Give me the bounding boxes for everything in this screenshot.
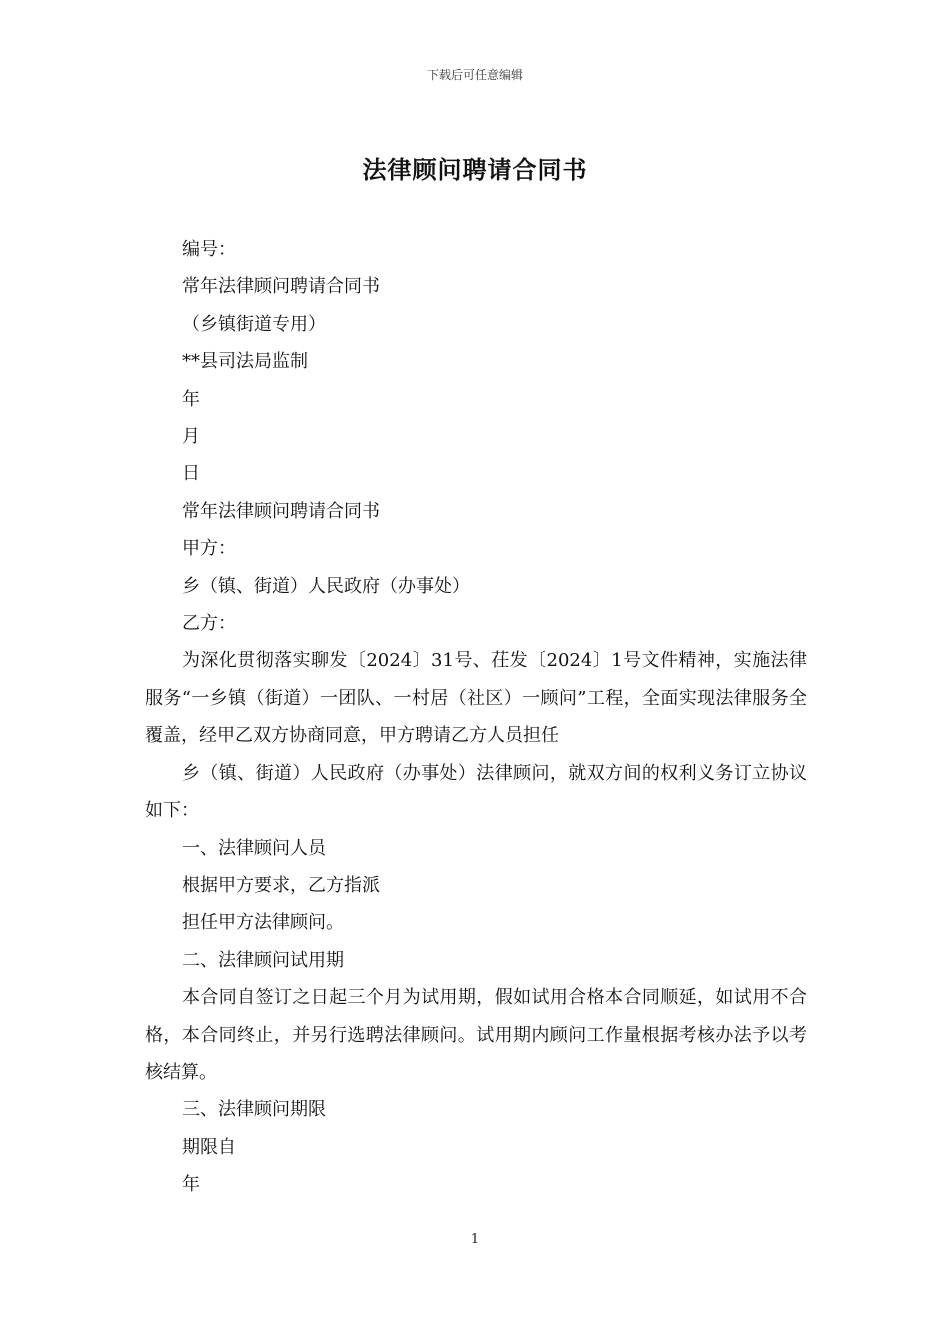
- cover-title: 常年法律顾问聘请合同书: [182, 276, 380, 298]
- date-year: 年: [182, 388, 200, 410]
- document-title: 法律顾问聘请合同书: [362, 155, 588, 184]
- section-2-heading: 二、法律顾问试用期: [182, 949, 344, 971]
- preamble-continuation: 乡（镇、街道）人民政府（办事处）法律顾问，就双方间的权利义务订立协议如下：: [145, 762, 807, 822]
- cover-issuer: **县司法局监制: [182, 351, 308, 373]
- preamble-paragraph: 为深化贯彻落实聊发〔2024〕31号、茌发〔2024〕1号文件精神，实施法律服务“一乡镇（街道）一团队、一村居（社区）一顾问”工程，全面实现法律服务全覆盖，经甲乙双方协商同意，甲方聘请乙方人员担任: [145, 650, 807, 747]
- section-3-heading: 三、法律顾问期限: [182, 1099, 326, 1121]
- section-3-line-2: 年: [182, 1174, 200, 1196]
- party-b-label: 乙方：: [182, 613, 236, 635]
- header-note: 下载后可任意编辑: [426, 68, 523, 82]
- field-number: 编号：: [182, 239, 236, 260]
- party-a-label: 甲方：: [182, 538, 236, 560]
- document-body: [145, 231, 807, 1204]
- contract-title: 常年法律顾问聘请合同书: [182, 500, 380, 522]
- cover-subtitle: （乡镇街道专用）: [182, 313, 326, 335]
- section-3-line-1: 期限自: [182, 1136, 236, 1158]
- date-month: 月: [182, 426, 200, 448]
- section-1-line-1: 根据甲方要求，乙方指派: [182, 874, 380, 896]
- section-1-heading: 一、法律顾问人员: [182, 837, 326, 859]
- section-2-paragraph: 本合同自签订之日起三个月为试用期，假如试用合格本合同顺延，如试用不合格，本合同终止，并另行选聘法律顾问。试用期内顾问工作量根据考核办法予以考核结算。: [145, 987, 807, 1083]
- page-number: 1: [470, 1232, 480, 1247]
- party-a-name: 乡（镇、街道）人民政府（办事处）: [182, 575, 470, 597]
- section-1-line-2: 担任甲方法律顾问。: [182, 912, 344, 934]
- date-day: 日: [182, 463, 200, 485]
